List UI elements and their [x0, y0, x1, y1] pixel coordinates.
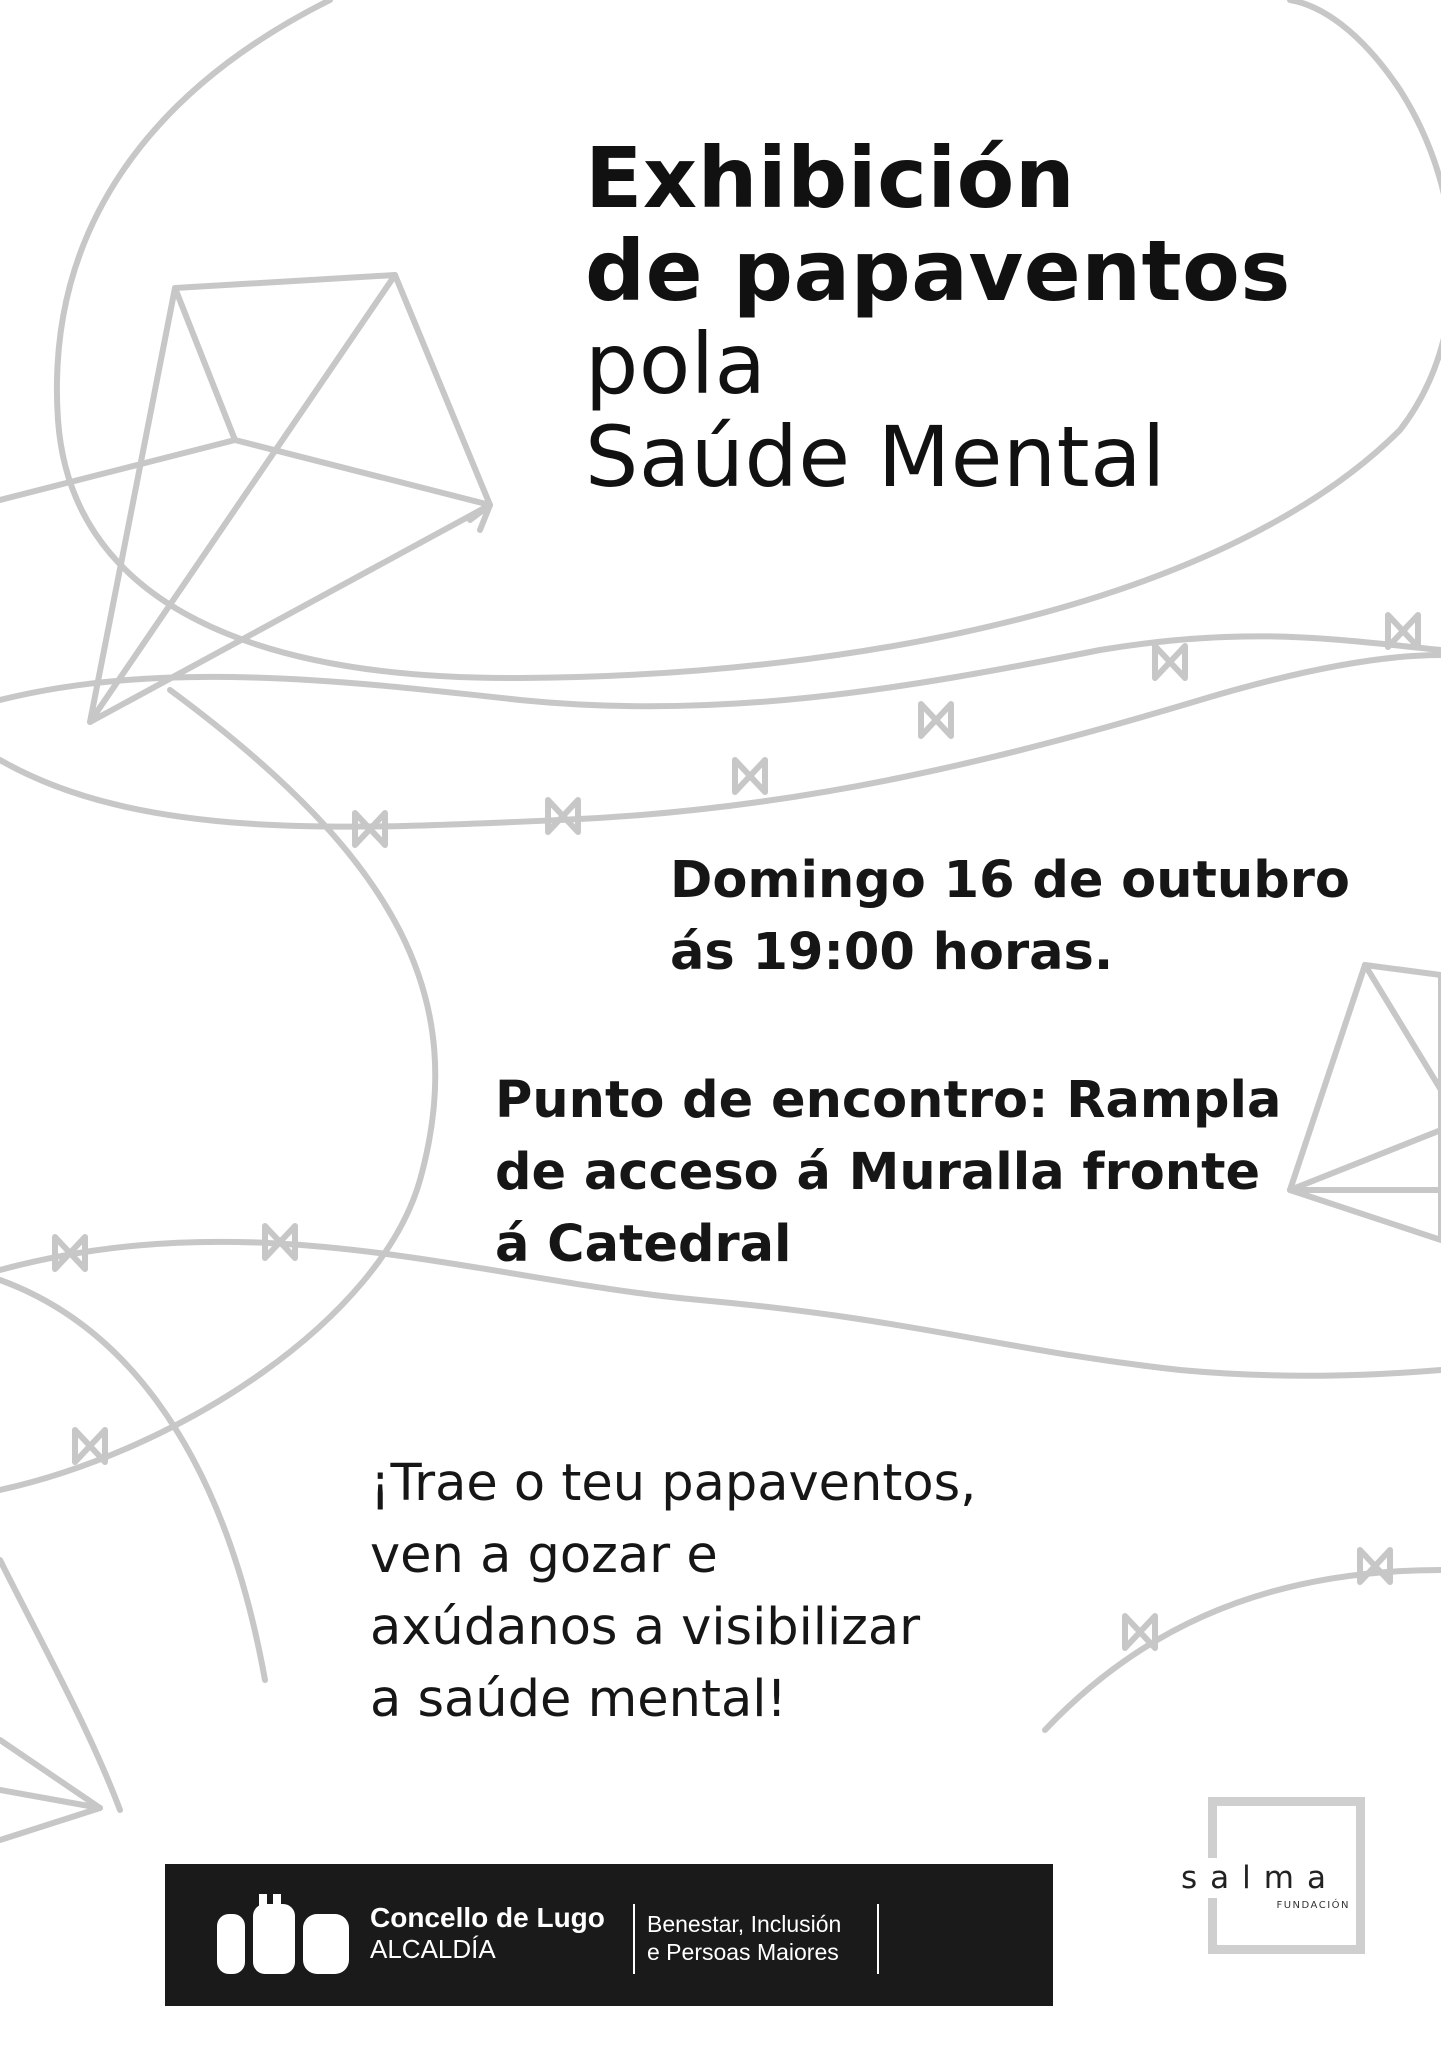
council-name: Concello de Lugo — [370, 1902, 605, 1933]
invite-line-1: ¡Trae o teu papaventos, — [370, 1454, 977, 1513]
footer-divider-left — [633, 1904, 635, 1974]
council-name-block — [370, 1902, 605, 1964]
council-footer — [165, 1864, 1053, 2006]
event-date — [670, 845, 1350, 989]
string-kite-tail — [0, 690, 435, 1490]
salma-logo-subtitle: FUNDACIÓN — [1276, 1900, 1350, 1911]
string-arc-bottom-right — [1045, 1570, 1441, 1730]
date-line-1: Domingo 16 de outubro — [670, 851, 1350, 910]
string-bottom-left — [0, 1560, 120, 1810]
place-line-1: Punto de encontro: Rampla — [495, 1071, 1282, 1130]
title-line-2: de papaventos — [585, 222, 1291, 320]
title-line-4: Saúde Mental — [585, 408, 1166, 506]
council-subtitle: ALCALDÍA — [370, 1934, 496, 1964]
string-wave-middle — [0, 655, 1441, 827]
department-line-1: Benestar, Inclusión — [647, 1911, 842, 1937]
invite-line-3: axúdanos a visibilizar — [370, 1598, 921, 1657]
title-line-1: Exhibición — [585, 129, 1076, 227]
salma-logo-name: salma — [1168, 1858, 1352, 1898]
department-block — [647, 1910, 841, 1966]
department-line-2: e Persoas Maiores — [647, 1939, 839, 1965]
place-line-3: á Catedral — [495, 1215, 792, 1274]
date-line-2: ás 19:00 horas. — [670, 923, 1114, 982]
place-line-2: de acceso á Muralla fronte — [495, 1143, 1261, 1202]
invite-line-2: ven a gozar e — [370, 1526, 718, 1585]
invite-line-4: a saúde mental! — [370, 1670, 787, 1729]
title-line-3: pola — [585, 315, 767, 413]
council-logo-icon — [213, 1892, 353, 1978]
invitation-text — [370, 1448, 976, 1736]
kite-outline-right — [1290, 965, 1441, 1240]
event-title — [585, 129, 1291, 506]
meeting-point — [495, 1065, 1281, 1281]
footer-divider-right — [877, 1904, 879, 1974]
